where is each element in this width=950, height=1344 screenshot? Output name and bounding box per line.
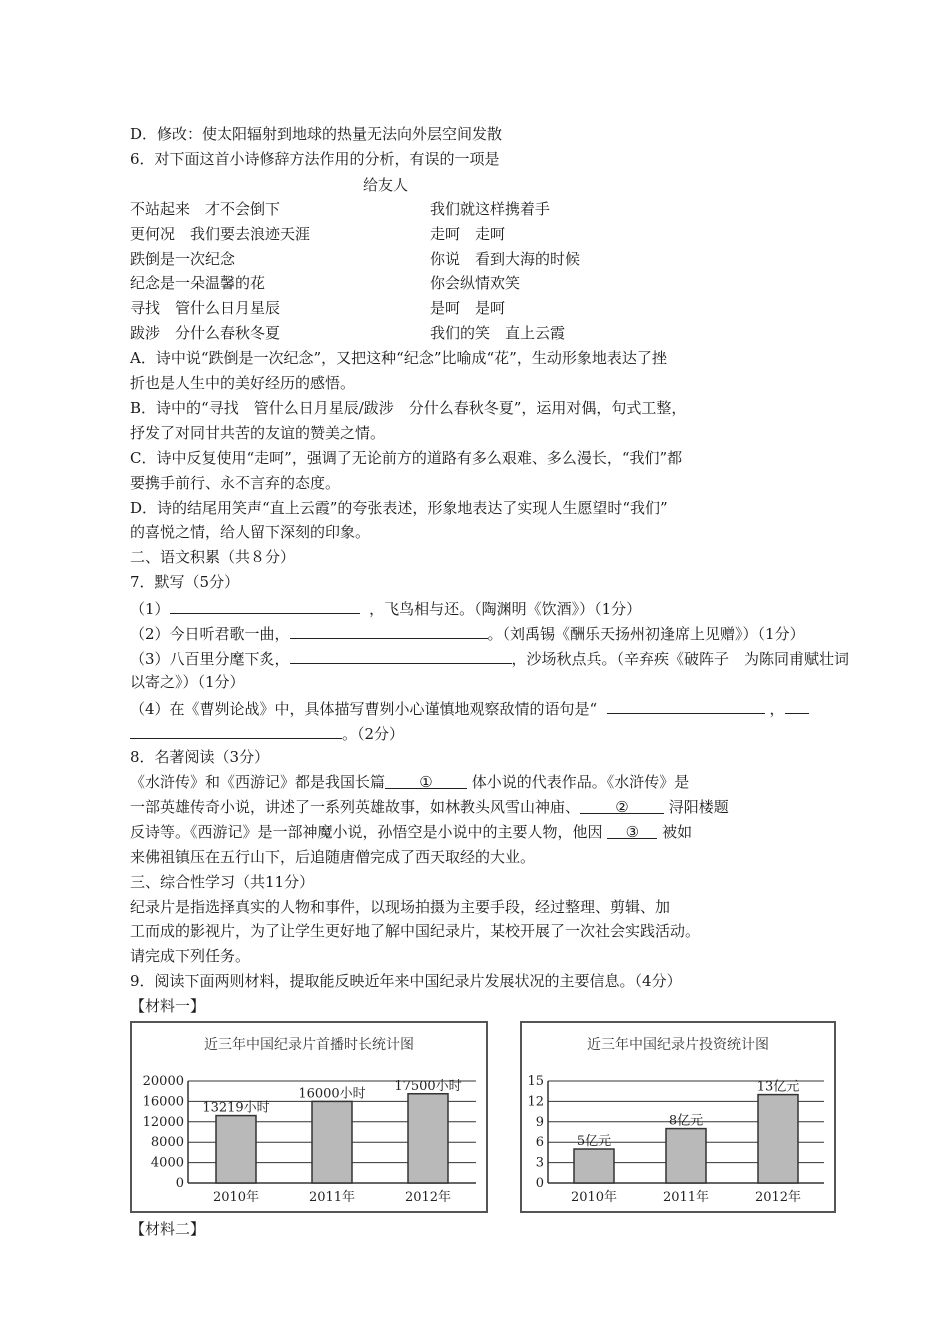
reading-line-4: 来佛祖镇压在五行山下，后追随唐僧完成了西天取经的大业。	[130, 848, 536, 866]
option-d-modify: D．修改：使太阳辐射到地球的热量无法向外层空间发散	[130, 125, 503, 143]
reading-text: 反诗等。《西游记》是一部神魔小说，孙悟空是小说中的主要人物，他因	[130, 823, 603, 841]
option-d-line1: D．诗的结尾用笑声“直上云霞”的夸张表述，形象地表达了实现人生愿望时“我们”	[130, 499, 668, 517]
poem-line: 纪念是一朵温馨的花	[130, 274, 266, 292]
blank-3-label: ③	[625, 823, 640, 841]
dictation-4-prefix: （4）在《曹刿论战》中，具体描写曹刿小心谨慎地观察敌情的语句是“	[130, 700, 598, 718]
chart-investment	[520, 1021, 836, 1213]
data-label: 13亿元	[756, 1079, 800, 1095]
option-c-line2: 要携手前行、永不言弃的态度。	[130, 474, 341, 492]
chart-title: 近三年中国纪录片投资统计图	[587, 1037, 769, 1053]
dictation-1-prefix: （1）	[130, 600, 170, 618]
bar	[666, 1129, 706, 1183]
x-tick-label: 2012年	[754, 1190, 802, 1205]
y-tick-label: 6	[535, 1135, 544, 1151]
material-2-label: 【材料二】	[130, 1220, 206, 1238]
data-label: 13219小时	[202, 1100, 270, 1116]
y-tick-label: 0	[535, 1176, 544, 1191]
y-tick-label: 8000	[150, 1135, 184, 1151]
option-a-line2: 折也是人生中的美好经历的感悟。	[130, 374, 356, 392]
dictation-4-comma: ，	[769, 700, 785, 718]
bar	[574, 1149, 614, 1183]
y-tick-label: 16000	[142, 1094, 184, 1110]
data-label: 16000小时	[298, 1086, 366, 1102]
x-tick-label: 2010年	[212, 1190, 260, 1205]
dictation-2-suffix: 。（刘禹锡《酬乐天扬州初逢席上见赠》）（1分）	[487, 625, 805, 643]
reading-text: 一部英雄传奇小说，讲述了一系列英雄故事，如林教头风雪山神庙、	[130, 798, 581, 816]
bar	[758, 1095, 798, 1183]
dictation-1-blank[interactable]	[170, 597, 360, 614]
x-tick-label: 2010年	[570, 1190, 618, 1205]
bar	[312, 1101, 352, 1183]
data-label: 8亿元	[668, 1113, 704, 1129]
dictation-3-prefix: （3）八百里分麾下炙，	[130, 650, 290, 668]
poem-line: 不站起来 才不会倒下	[130, 200, 281, 218]
poem-line: 跋涉 分什么春秋冬夏	[130, 324, 281, 342]
poem-line: 我们的笑 直上云霞	[430, 324, 566, 342]
dictation-4-suffix: 。（2分）	[342, 725, 405, 743]
dictation-2-prefix: （2）今日听君歌一曲，	[130, 625, 290, 643]
x-tick-label: 2012年	[404, 1190, 452, 1205]
question-6: 6．对下面这首小诗修辞方法作用的分析，有误的一项是	[130, 150, 500, 168]
dictation-3	[130, 647, 849, 669]
section-3-heading: 三、综合性学习（共11分）	[130, 873, 315, 891]
poem-line: 你会纵情欢笑	[430, 274, 521, 292]
y-tick-label: 0	[175, 1176, 184, 1191]
option-d-line2: 的喜悦之情，给人留下深刻的印象。	[130, 523, 371, 541]
dictation-1	[130, 597, 641, 619]
reading-text: 《水浒传》和《西游记》都是我国长篇	[130, 773, 386, 791]
question-8: 8．名著阅读（3分）	[130, 748, 270, 766]
dictation-1-suffix: ，飞鸟相与还。（陶渊明《饮酒》）（1分）	[369, 600, 642, 618]
dictation-3-blank[interactable]	[290, 647, 512, 664]
chart-broadcast-hours-svg	[132, 1023, 486, 1211]
y-tick-label: 12	[527, 1094, 544, 1110]
reading-text: 被如	[662, 823, 693, 841]
intro-line-1: 纪录片是指选择真实的人物和事件，以现场拍摄为主要手段，经过整理、剪辑、加	[130, 898, 671, 916]
poem-line: 你说 看到大海的时候	[430, 250, 581, 268]
dictation-3-cont: 以寄之》）（1分）	[130, 673, 245, 691]
x-tick-label: 2011年	[308, 1190, 356, 1205]
data-label: 17500小时	[394, 1078, 462, 1094]
bar	[216, 1116, 256, 1183]
question-9: 9．阅读下面两则材料，提取能反映近年来中国纪录片发展状况的主要信息。（4分）	[130, 972, 682, 990]
blank-2[interactable]	[580, 797, 664, 814]
option-c-line1: C．诗中反复使用“走呵”，强调了无论前方的道路有多么艰难、多么漫长，“我们”都	[130, 449, 683, 467]
y-tick-label: 3	[535, 1155, 544, 1171]
option-a-line1: A．诗中说“跌倒是一次纪念”，又把这种“纪念”比喻成“花”，生动形象地表达了挫	[130, 349, 667, 367]
data-label: 5亿元	[576, 1134, 612, 1149]
chart-broadcast-hours	[130, 1021, 488, 1213]
dictation-4-blank-c[interactable]	[130, 722, 342, 739]
y-tick-label: 4000	[150, 1155, 184, 1171]
bar	[408, 1094, 448, 1183]
reading-line-1	[130, 772, 689, 792]
poem-line: 我们就这样携着手	[430, 200, 551, 218]
chart-investment-svg	[522, 1023, 834, 1211]
question-7: 7．默写（5分）	[130, 573, 240, 591]
poem-title: 给友人	[363, 176, 409, 194]
dictation-2	[130, 622, 805, 644]
poem-line: 是呵 是呵	[430, 299, 506, 317]
y-tick-label: 12000	[142, 1114, 184, 1130]
intro-line-2: 工而成的影视片，为了让学生更好地了解中国纪录片，某校开展了一次社会实践活动。	[130, 922, 701, 940]
dictation-4-blank-b[interactable]	[785, 697, 809, 714]
material-1-label: 【材料一】	[130, 997, 206, 1015]
x-tick-label: 2011年	[662, 1190, 710, 1205]
option-b-line2: 抒发了对同甘共苦的友谊的赞美之情。	[130, 424, 386, 442]
poem-line: 跌倒是一次纪念	[130, 250, 236, 268]
dictation-4-cont	[130, 722, 404, 744]
dictation-4	[130, 697, 809, 719]
blank-1-label: ①	[419, 773, 433, 791]
poem-line: 走呵 走呵	[430, 225, 506, 243]
y-tick-label: 9	[535, 1114, 544, 1130]
blank-3[interactable]	[607, 822, 657, 839]
chart-title: 近三年中国纪录片首播时长统计图	[204, 1037, 414, 1053]
reading-line-3	[130, 822, 692, 842]
dictation-2-blank[interactable]	[290, 622, 488, 639]
poem-line: 更何况 我们要去浪迹天涯	[130, 225, 311, 243]
reading-line-2	[130, 797, 729, 817]
reading-text: 浔阳楼题	[668, 798, 729, 816]
dictation-4-blank-a[interactable]	[607, 697, 765, 714]
blank-2-label: ②	[615, 798, 629, 816]
option-b-line1: B．诗中的“寻找 管什么日月星辰/跋涉 分什么春秋冬夏”，运用对偶，句式工整，	[130, 399, 687, 417]
section-2-heading: 二、语文积累（共８分）	[130, 548, 296, 566]
y-tick-label: 20000	[142, 1074, 184, 1089]
dictation-3-suffix: ，沙场秋点兵。（辛弃疾《破阵子 为陈同甫赋壮词	[511, 650, 850, 668]
blank-1[interactable]	[385, 772, 467, 789]
y-tick-label: 15	[527, 1074, 544, 1089]
reading-text: 体小说的代表作品。《水浒传》是	[471, 773, 690, 791]
poem-line: 寻找 管什么日月星辰	[130, 299, 281, 317]
intro-line-3: 请完成下列任务。	[130, 947, 251, 965]
